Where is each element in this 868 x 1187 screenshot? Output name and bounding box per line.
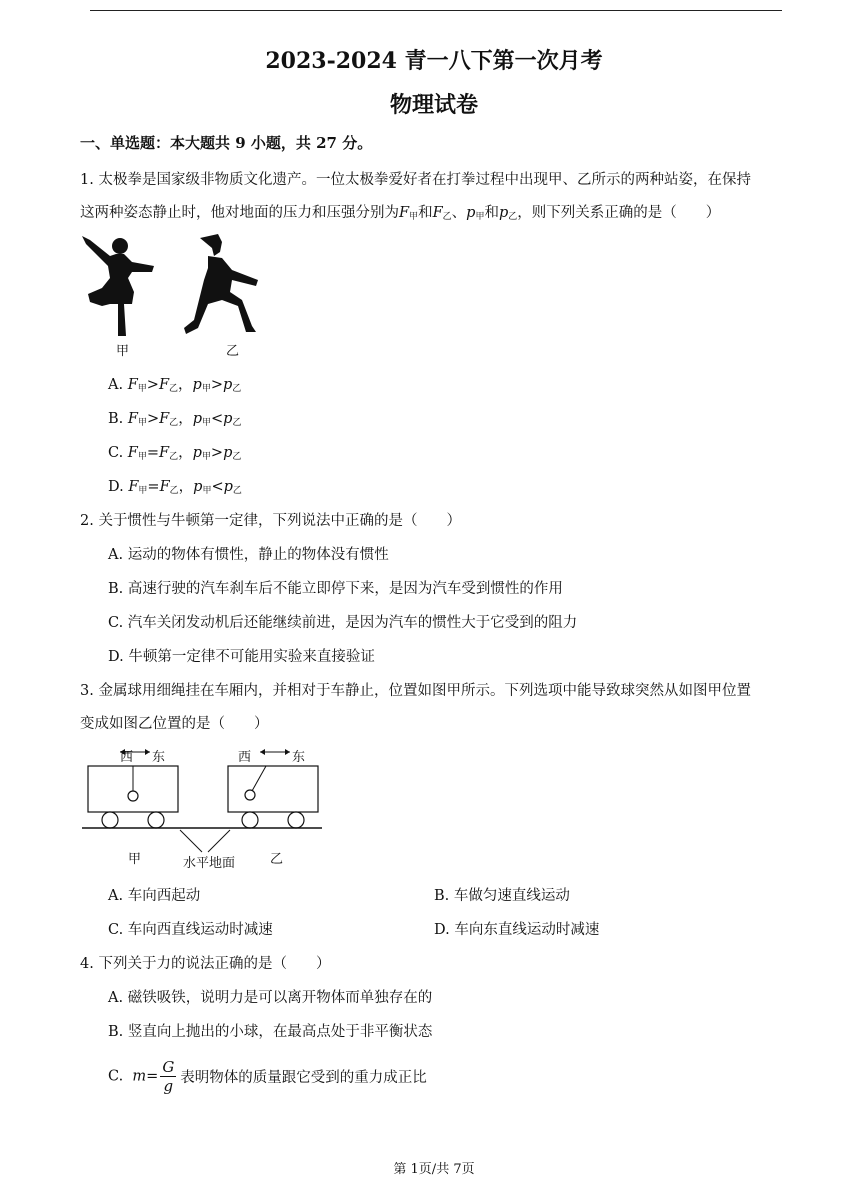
fig-label-jia: 甲 [116, 344, 130, 359]
q3-stem-line2: 变成如图乙位置的是（ ） [80, 716, 269, 732]
cart-label-yi: 乙 [270, 852, 284, 867]
q3-option-d[interactable]: D. 车向东直线运动时减速 [434, 922, 600, 938]
q3-option-b[interactable]: B. 车做匀速直线运动 [434, 888, 570, 904]
q1-option-a[interactable]: A. $F_甲>F_乙$，$p_甲>p_乙$ [108, 377, 242, 394]
page-footer: 第 1页/共 7页 [393, 1162, 475, 1177]
q3-option-c[interactable]: C. 车向西直线运动时减速 [108, 922, 273, 938]
header-rule [90, 10, 782, 11]
q2-option-b[interactable]: B. 高速行驶的汽车刹车后不能立即停下来，是因为汽车受到惯性的作用 [108, 581, 563, 597]
west-label: 西 [120, 750, 134, 765]
cart-label-jia: 甲 [128, 852, 142, 867]
q3-stem-line1: 3. 金属球用细绳挂在车厢内，并相对于车静止，位置如图甲所示。下列选项中能导致球突然从如图甲位置 [80, 683, 751, 699]
west-label-2: 西 [238, 750, 252, 765]
q3-option-a[interactable]: A. 车向西起动 [108, 888, 201, 904]
q1-option-b[interactable]: B. $F_甲>F_乙$，$p_甲<p_乙$ [108, 411, 242, 428]
fraction-G-over-g: $\frac{G}{g}$ [162, 1058, 175, 1095]
exam-title: 2023-2024 青一八下第一次月考 [265, 48, 603, 74]
taichi-figure-yi [178, 234, 268, 340]
q4-option-b[interactable]: B. 竖直向上抛出的小球，在最高点处于非平衡状态 [108, 1024, 433, 1040]
east-label-2: 东 [292, 750, 306, 765]
q1-stem-line2: 这两种姿态静止时，他对地面的压力和压强分别为$F_甲$和$F_乙$、$p_甲$和$p_乙$，则下列关系正确的是（ ） [80, 205, 721, 222]
taichi-figure-jia [80, 232, 160, 342]
q1-stem-line1: 1. 太极拳是国家级非物质文化遗产。一位太极拳爱好者在打拳过程中出现甲、乙所示的两种站姿，在保持 [80, 172, 751, 188]
exam-subtitle: 物理试卷 [389, 92, 478, 118]
q1-option-c[interactable]: C. $F_甲=F_乙$，$p_甲>p_乙$ [108, 445, 242, 462]
q4-option-a[interactable]: A. 磁铁吸铁，说明力是可以离开物体而单独存在的 [108, 990, 433, 1006]
q4-option-c[interactable]: C. m= $\frac{G}{g}$ 表明物体的质量跟它受到的重力成正比 [108, 1058, 427, 1095]
q2-option-c[interactable]: C. 汽车关闭发动机后还能继续前进，是因为汽车的惯性大于它受到的阻力 [108, 615, 578, 631]
q2-option-a[interactable]: A. 运动的物体有惯性，静止的物体没有惯性 [108, 547, 389, 563]
ground-label: 水平地面 [183, 856, 236, 871]
section-heading: 一、单选题：本大题共 9 小题，共 27 分。 [80, 134, 373, 152]
q2-option-d[interactable]: D. 牛顿第一定律不可能用实验来直接验证 [108, 649, 375, 665]
q2-stem: 2. 关于惯性与牛顿第一定律，下列说法中正确的是（ ） [80, 513, 461, 529]
fig-label-yi: 乙 [226, 344, 240, 359]
east-label: 东 [152, 750, 166, 765]
q4-stem: 4. 下列关于力的说法正确的是（ ） [80, 956, 331, 972]
q1-option-d[interactable]: D. $F_甲=F_乙$，$p_甲<p_乙$ [108, 479, 242, 496]
